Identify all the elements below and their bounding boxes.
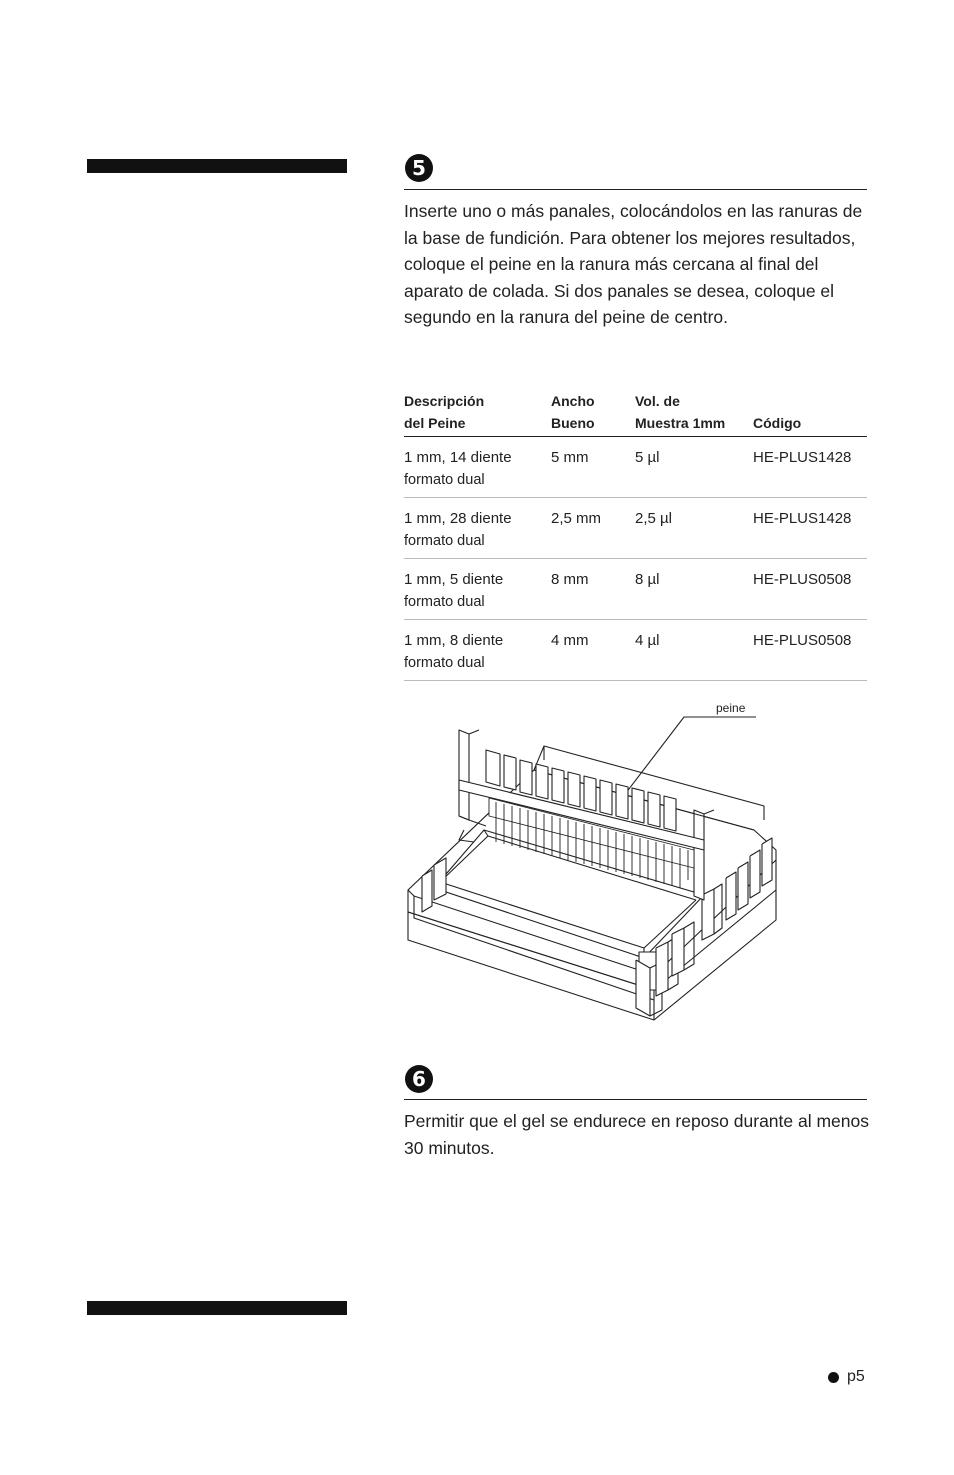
cell-width: 2,5 mm [551, 498, 635, 559]
cell-volume: 4 µl [635, 620, 753, 681]
comb-label-leader [619, 717, 756, 802]
page-number [828, 1368, 865, 1386]
table-row [404, 620, 867, 681]
step-5-rule [404, 189, 867, 190]
bottom-section-bar [87, 1301, 347, 1315]
bullet-icon [828, 1372, 839, 1383]
step-6-rule [404, 1099, 867, 1100]
table-row [404, 437, 867, 498]
comb-table [404, 390, 867, 681]
table-row [404, 498, 867, 559]
cell-code: HE-PLUS0508 [753, 559, 867, 620]
cell-desc: 1 mm, 14 diente formato dual [404, 437, 551, 498]
cell-desc: 1 mm, 5 diente formato dual [404, 559, 551, 620]
col-header-width: Ancho Bueno [551, 390, 635, 437]
col-header-volume: Vol. de Muestra 1mm [635, 390, 753, 437]
cell-desc: 1 mm, 8 diente formato dual [404, 620, 551, 681]
cell-width: 8 mm [551, 559, 635, 620]
step-6-text: Permitir que el gel se endurece en reposo durante al menos 30 minutos. [404, 1111, 869, 1158]
col-header-desc: Descripción del Peine [404, 390, 551, 437]
cell-volume: 5 µl [635, 437, 753, 498]
step-6-number: 6 [405, 1065, 433, 1093]
cell-volume: 2,5 µl [635, 498, 753, 559]
step-5-number: 5 [405, 154, 433, 182]
cell-code: HE-PLUS1428 [753, 437, 867, 498]
comb-holder-right-post [694, 810, 704, 900]
col-header-code: Código [753, 390, 867, 437]
table-header-row [404, 390, 867, 437]
top-section-bar [87, 159, 347, 173]
step-5-text: Inserte uno o más panales, colocándolos en las ranuras de la base de fundición. Para obtener los mejores resultados, coloque el peine en la ranura más cercana al final del aparato de colada. Si dos panales se desea, coloque el segundo en la ranura del peine de centro. [404, 201, 863, 327]
cell-volume: 8 µl [635, 559, 753, 620]
cell-desc: 1 mm, 28 diente formato dual [404, 498, 551, 559]
cell-width: 5 mm [551, 437, 635, 498]
casting-tray-illustration [404, 690, 784, 1030]
comb-label: peine [716, 701, 746, 715]
cell-width: 4 mm [551, 620, 635, 681]
table-row [404, 559, 867, 620]
cell-code: HE-PLUS1428 [753, 498, 867, 559]
page-number-text: p5 [847, 1368, 865, 1385]
comb-holder-left-post [459, 730, 469, 820]
cell-code: HE-PLUS0508 [753, 620, 867, 681]
